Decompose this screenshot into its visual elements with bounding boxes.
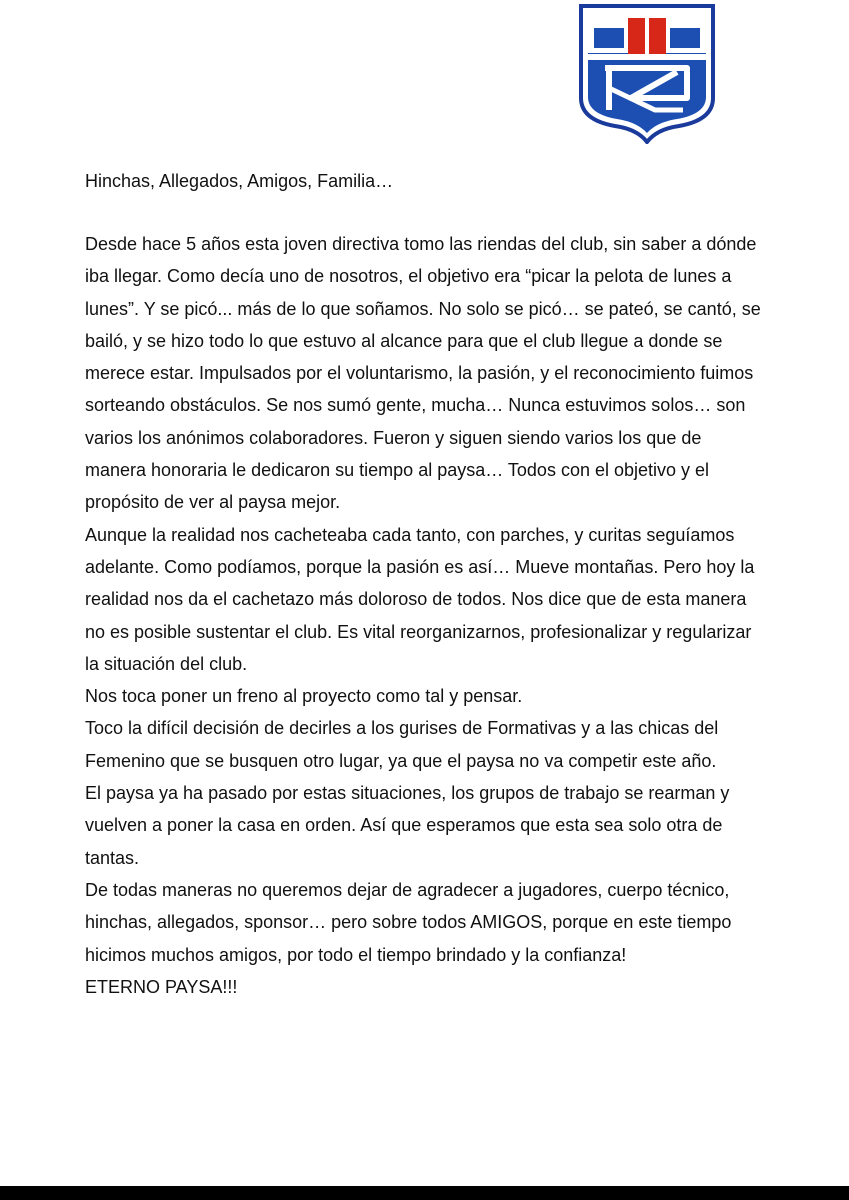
letter-paragraph: Nos toca poner un freno al proyecto como tal y pensar. — [85, 686, 523, 707]
club-crest-logo — [575, 2, 719, 144]
letter-paragraph: Aunque la realidad nos cacheteaba cada tanto, con parches, y curitas seguíamos adelante. Como podíamos, porque la pasión es así… Mueve montañas. Pero hoy la realidad nos da el cachetazo más doloroso de todos. Nos dice que de esta manera no es posible sustentar el club. Es vital reorganizarnos, profesionalizar y regularizar la situación del club. — [85, 524, 755, 674]
bottom-black-bar — [0, 1186, 849, 1200]
letter-paragraph: El paysa ya ha pasado por estas situaciones, los grupos de trabajo se rearman y vuelven a poner la casa en orden. Así que esperamos que esta sea solo otra de tantas. — [85, 783, 730, 868]
letter-paragraph: De todas maneras no queremos dejar de agradecer a jugadores, cuerpo técnico, hinchas, allegados, sponsor… pero sobre todos AMIGOS, porque en este tiempo hicimos muchos amigos, por todo el tiempo brindado y la confianza! — [85, 879, 732, 965]
letter-greeting: Hinchas, Allegados, Amigos, Familia… — [85, 171, 394, 191]
letter-closing: ETERNO PAYSA!!! — [85, 976, 238, 997]
letter-paragraph: Desde hace 5 años esta joven directiva tomo las riendas del club, sin saber a dónde iba llegar. Como decía uno de nosotros, el objetivo era “picar la pelota de lunes a lunes”. Y se picó... más de lo que soñamos. No solo se picó… se pateó, se cantó, se bailó, y se hizo todo lo que estuvo al alcance para que el club llegue a donde se merece estar. Impulsados por el voluntarismo, la pasión, y el reconocimiento fuimos sorteando obstáculos. Se nos sumó gente, mucha… Nunca estuvimos solos… son varios los anónimos colaboradores. Fueron y siguen siendo varios los que de manera honoraria le dedicaron su tiempo al paysa… Todos con el objetivo y el propósito de ver al paysa mejor. — [85, 234, 761, 513]
letter-body — [85, 228, 765, 1003]
letter-paragraph: Toco la difícil decisión de decirles a los gurises de Formativas y a las chicas del Femenino que se busquen otro lugar, ya que el paysa no va competir este año. — [85, 718, 719, 771]
